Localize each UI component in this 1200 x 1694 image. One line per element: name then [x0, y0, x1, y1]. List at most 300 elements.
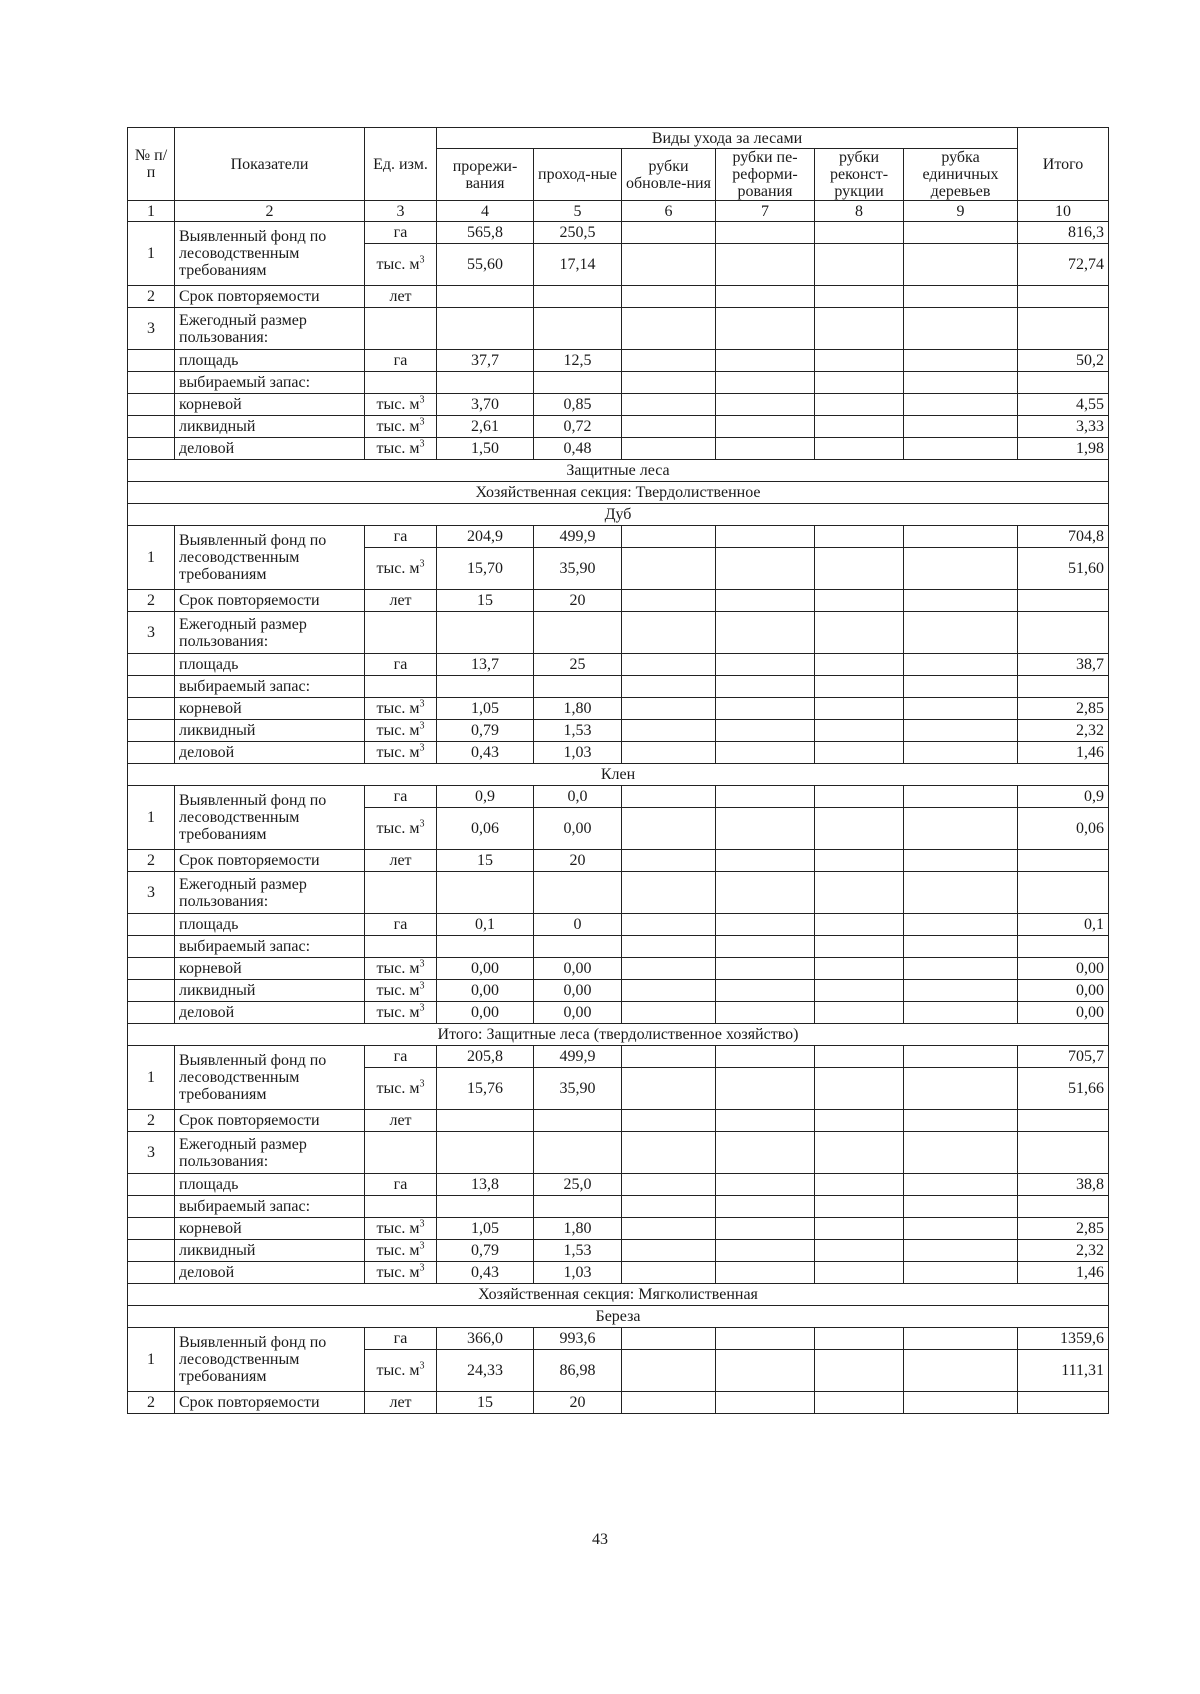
value-passing: [534, 286, 622, 308]
unit-cell: лет: [365, 286, 437, 308]
empty-cell: [716, 1350, 815, 1392]
unit-text: тыс. м: [376, 1362, 420, 1379]
empty-cell: [904, 244, 1018, 286]
section-title: Защитные леса: [128, 460, 1109, 482]
empty-cell: [904, 720, 1018, 742]
empty-cell: [622, 872, 716, 914]
column-number: 10: [1018, 201, 1109, 222]
indicator-cell: площадь: [175, 350, 365, 372]
unit-text: тыс. м: [376, 982, 420, 999]
value-thinning: 13,7: [437, 654, 534, 676]
value-total: 704,8: [1018, 526, 1109, 548]
empty-cell: [622, 286, 716, 308]
value-thinning: 0,43: [437, 1262, 534, 1284]
empty-cell: [716, 698, 815, 720]
empty-cell: [716, 654, 815, 676]
empty-cell: [622, 244, 716, 286]
indicator-cell: Срок повторяемости: [175, 1110, 365, 1132]
indicator-cell: Выявленный фонд по лесоводственным требованиям: [175, 222, 365, 286]
empty-cell: [365, 872, 437, 914]
unit-cell: га: [365, 526, 437, 548]
empty-cell: [716, 286, 815, 308]
section-row: [128, 1024, 1109, 1046]
empty-cell: [622, 1196, 716, 1218]
indicator-cell: корневой: [175, 698, 365, 720]
value-passing: 0,00: [534, 958, 622, 980]
value-total: 72,74: [1018, 244, 1109, 286]
unit-cell: га: [365, 1328, 437, 1350]
value-passing: 993,6: [534, 1328, 622, 1350]
value-row: [128, 438, 1109, 460]
indicator-cell: корневой: [175, 1218, 365, 1240]
unit-sup: 3: [419, 254, 425, 266]
empty-cell: [716, 548, 815, 590]
value-passing: 1,80: [534, 698, 622, 720]
empty-cell: [1018, 676, 1109, 698]
value-total: 1,46: [1018, 1262, 1109, 1284]
indicator-cell: Ежегодный размер пользования:: [175, 612, 365, 654]
value-thinning: 15: [437, 590, 534, 612]
value-thinning: 15,70: [437, 548, 534, 590]
empty-cell: [716, 742, 815, 764]
unit-text: тыс. м: [376, 722, 420, 739]
empty-cell: [716, 1262, 815, 1284]
unit-sup: 3: [419, 1078, 425, 1090]
empty-cell: [904, 548, 1018, 590]
empty-cell: [716, 980, 815, 1002]
empty-cell: [904, 1240, 1018, 1262]
value-total: 0,9: [1018, 786, 1109, 808]
empty-cell: [1018, 372, 1109, 394]
forest-care-table: [127, 127, 1109, 1414]
empty-cell: [437, 676, 534, 698]
empty-cell: [904, 1328, 1018, 1350]
empty-cell: [622, 438, 716, 460]
empty-cell: [622, 222, 716, 244]
empty-cell: [622, 526, 716, 548]
num-cell: [128, 742, 175, 764]
value-thinning: 55,60: [437, 244, 534, 286]
empty-cell: [716, 590, 815, 612]
empty-cell: [622, 1240, 716, 1262]
num-cell: [128, 980, 175, 1002]
value-passing: 1,80: [534, 1218, 622, 1240]
num-cell: 1: [128, 1046, 175, 1110]
value-total: 1,98: [1018, 438, 1109, 460]
value-row: [128, 654, 1109, 676]
value-passing: 499,9: [534, 526, 622, 548]
empty-cell: [716, 872, 815, 914]
value-row: [128, 350, 1109, 372]
empty-cell: [1018, 872, 1109, 914]
num-cell: [128, 372, 175, 394]
empty-cell: [716, 1240, 815, 1262]
empty-cell: [904, 416, 1018, 438]
empty-cell: [622, 958, 716, 980]
empty-cell: [365, 936, 437, 958]
empty-cell: [622, 808, 716, 850]
indicator-cell: деловой: [175, 1002, 365, 1024]
empty-cell: [904, 612, 1018, 654]
unit-cell: га: [365, 222, 437, 244]
empty-cell: [437, 872, 534, 914]
value-passing: 0,48: [534, 438, 622, 460]
empty-cell: [716, 720, 815, 742]
empty-cell: [904, 1196, 1018, 1218]
indicator-cell: деловой: [175, 742, 365, 764]
empty-cell: [904, 936, 1018, 958]
value-passing: 250,5: [534, 222, 622, 244]
page-number: 43: [592, 1531, 608, 1548]
empty-cell: [904, 914, 1018, 936]
empty-cell: [622, 936, 716, 958]
empty-cell: [904, 1350, 1018, 1392]
value-row: [128, 980, 1109, 1002]
empty-cell: [1018, 936, 1109, 958]
column-number: 1: [128, 201, 175, 222]
stock-row: [128, 372, 1109, 394]
value-passing: 0,0: [534, 786, 622, 808]
unit-cell: [365, 438, 437, 460]
num-cell: [128, 416, 175, 438]
header-type-single-trees: рубка единичных деревьев: [904, 149, 1018, 201]
unit-sup: 3: [419, 980, 425, 992]
empty-cell: [815, 244, 904, 286]
unit-text: тыс. м: [376, 1080, 420, 1097]
empty-cell: [437, 936, 534, 958]
unit-cell: [365, 394, 437, 416]
value-total: 2,85: [1018, 1218, 1109, 1240]
indicator-cell: площадь: [175, 654, 365, 676]
empty-cell: [815, 1350, 904, 1392]
empty-cell: [815, 720, 904, 742]
value-passing: 25: [534, 654, 622, 676]
num-cell: 1: [128, 786, 175, 850]
num-cell: [128, 394, 175, 416]
empty-cell: [716, 1328, 815, 1350]
value-total: 38,8: [1018, 1174, 1109, 1196]
empty-cell: [365, 372, 437, 394]
value-total: 0,06: [1018, 808, 1109, 850]
unit-cell: [365, 1002, 437, 1024]
empty-cell: [622, 612, 716, 654]
unit-cell: лет: [365, 850, 437, 872]
unit-text: тыс. м: [376, 396, 420, 413]
empty-cell: [716, 1132, 815, 1174]
empty-cell: [815, 698, 904, 720]
period-row: [128, 850, 1109, 872]
empty-cell: [437, 612, 534, 654]
empty-cell: [716, 808, 815, 850]
value-thinning: 0,00: [437, 980, 534, 1002]
empty-cell: [622, 1392, 716, 1414]
indicator-cell: Выявленный фонд по лесоводственным требованиям: [175, 1046, 365, 1110]
empty-cell: [815, 850, 904, 872]
unit-cell: [365, 1068, 437, 1110]
empty-cell: [815, 1218, 904, 1240]
empty-cell: [815, 1110, 904, 1132]
value-row: [128, 742, 1109, 764]
empty-cell: [437, 1132, 534, 1174]
value-passing: 499,9: [534, 1046, 622, 1068]
column-number: 8: [815, 201, 904, 222]
unit-sup: 3: [419, 958, 425, 970]
unit-text: тыс. м: [376, 700, 420, 717]
column-numbers-row: [128, 201, 1109, 222]
value-thinning: 204,9: [437, 526, 534, 548]
unit-sup: 3: [419, 1262, 425, 1274]
header-type-reconstruction: рубки реконст-рукции: [815, 149, 904, 201]
header-type-renewal: рубки обновле-ния: [622, 149, 716, 201]
empty-cell: [622, 1218, 716, 1240]
empty-cell: [716, 936, 815, 958]
empty-cell: [904, 742, 1018, 764]
header-care-types: Виды ухода за лесами: [437, 128, 1018, 149]
value-thinning: [437, 286, 534, 308]
num-cell: 1: [128, 222, 175, 286]
value-total: 111,31: [1018, 1350, 1109, 1392]
value-thinning: 13,8: [437, 1174, 534, 1196]
empty-cell: [437, 308, 534, 350]
unit-cell: га: [365, 786, 437, 808]
empty-cell: [622, 394, 716, 416]
value-row: [128, 958, 1109, 980]
empty-cell: [904, 1262, 1018, 1284]
num-cell: [128, 698, 175, 720]
empty-cell: [534, 936, 622, 958]
annual-row: [128, 308, 1109, 350]
empty-cell: [365, 676, 437, 698]
unit-cell: га: [365, 350, 437, 372]
empty-cell: [716, 1002, 815, 1024]
empty-cell: [534, 372, 622, 394]
num-cell: [128, 720, 175, 742]
unit-cell: [365, 720, 437, 742]
value-thinning: 3,70: [437, 394, 534, 416]
annual-row: [128, 872, 1109, 914]
value-passing: 0,00: [534, 1002, 622, 1024]
value-thinning: 366,0: [437, 1328, 534, 1350]
empty-cell: [622, 742, 716, 764]
value-thinning: 565,8: [437, 222, 534, 244]
value-passing: 20: [534, 590, 622, 612]
empty-cell: [904, 308, 1018, 350]
value-total: 38,7: [1018, 654, 1109, 676]
empty-cell: [534, 1132, 622, 1174]
empty-cell: [622, 676, 716, 698]
empty-cell: [815, 1068, 904, 1110]
empty-cell: [622, 914, 716, 936]
empty-cell: [622, 416, 716, 438]
empty-cell: [904, 1046, 1018, 1068]
value-passing: 86,98: [534, 1350, 622, 1392]
column-number: 7: [716, 201, 815, 222]
unit-cell: лет: [365, 590, 437, 612]
value-row: [128, 1240, 1109, 1262]
unit-sup: 3: [419, 818, 425, 830]
value-passing: 1,53: [534, 1240, 622, 1262]
empty-cell: [815, 654, 904, 676]
empty-cell: [815, 350, 904, 372]
empty-cell: [815, 1174, 904, 1196]
indicator-cell: выбираемый запас:: [175, 372, 365, 394]
empty-cell: [716, 850, 815, 872]
empty-cell: [622, 372, 716, 394]
empty-cell: [904, 1392, 1018, 1414]
empty-cell: [815, 590, 904, 612]
num-cell: [128, 914, 175, 936]
fund-row: [128, 1328, 1109, 1350]
num-cell: [128, 1174, 175, 1196]
unit-cell: [365, 742, 437, 764]
empty-cell: [815, 286, 904, 308]
unit-text: тыс. м: [376, 440, 420, 457]
num-cell: 3: [128, 308, 175, 350]
unit-cell: [365, 958, 437, 980]
empty-cell: [1018, 1132, 1109, 1174]
value-thinning: 37,7: [437, 350, 534, 372]
empty-cell: [815, 872, 904, 914]
empty-cell: [1018, 1196, 1109, 1218]
empty-cell: [1018, 308, 1109, 350]
indicator-cell: площадь: [175, 914, 365, 936]
section-row: [128, 1306, 1109, 1328]
value-thinning: 1,05: [437, 698, 534, 720]
value-passing: 0,00: [534, 980, 622, 1002]
header-total: Итого: [1018, 128, 1109, 201]
empty-cell: [904, 350, 1018, 372]
period-row: [128, 1392, 1109, 1414]
value-thinning: [437, 1110, 534, 1132]
section-title: Хозяйственная секция: Мягколиственная: [128, 1284, 1109, 1306]
empty-cell: [622, 1002, 716, 1024]
unit-cell: га: [365, 654, 437, 676]
value-passing: 0,85: [534, 394, 622, 416]
value-total: 50,2: [1018, 350, 1109, 372]
empty-cell: [815, 786, 904, 808]
empty-cell: [815, 1046, 904, 1068]
section-title: Итого: Защитные леса (твердолиственное хозяйство): [128, 1024, 1109, 1046]
indicator-cell: ликвидный: [175, 720, 365, 742]
empty-cell: [815, 936, 904, 958]
value-thinning: 0,06: [437, 808, 534, 850]
stock-row: [128, 936, 1109, 958]
empty-cell: [1018, 1110, 1109, 1132]
empty-cell: [365, 1132, 437, 1174]
unit-cell: [365, 1350, 437, 1392]
empty-cell: [716, 350, 815, 372]
section-row: [128, 504, 1109, 526]
value-passing: 1,03: [534, 1262, 622, 1284]
num-cell: 1: [128, 526, 175, 590]
unit-sup: 3: [419, 438, 425, 450]
value-row: [128, 914, 1109, 936]
value-thinning: 1,50: [437, 438, 534, 460]
value-total: 2,85: [1018, 698, 1109, 720]
empty-cell: [815, 222, 904, 244]
indicator-cell: Выявленный фонд по лесоводственным требованиям: [175, 526, 365, 590]
value-total: 816,3: [1018, 222, 1109, 244]
empty-cell: [622, 548, 716, 590]
empty-cell: [622, 1068, 716, 1110]
num-cell: 2: [128, 850, 175, 872]
header-num: № п/п: [128, 128, 175, 201]
unit-text: тыс. м: [376, 1220, 420, 1237]
empty-cell: [622, 1262, 716, 1284]
num-cell: [128, 936, 175, 958]
indicator-cell: ликвидный: [175, 980, 365, 1002]
empty-cell: [622, 980, 716, 1002]
empty-cell: [815, 1002, 904, 1024]
value-total: 4,55: [1018, 394, 1109, 416]
value-row: [128, 698, 1109, 720]
value-total: 0,00: [1018, 1002, 1109, 1024]
value-passing: 35,90: [534, 548, 622, 590]
unit-sup: 3: [419, 416, 425, 428]
indicator-cell: Срок повторяемости: [175, 590, 365, 612]
unit-text: тыс. м: [376, 744, 420, 761]
unit-cell: га: [365, 914, 437, 936]
value-passing: 12,5: [534, 350, 622, 372]
empty-cell: [622, 590, 716, 612]
value-total: 2,32: [1018, 1240, 1109, 1262]
empty-cell: [534, 612, 622, 654]
value-passing: 25,0: [534, 1174, 622, 1196]
empty-cell: [716, 394, 815, 416]
empty-cell: [815, 1132, 904, 1174]
num-cell: 1: [128, 1328, 175, 1392]
empty-cell: [622, 308, 716, 350]
empty-cell: [716, 914, 815, 936]
empty-cell: [1018, 286, 1109, 308]
column-number: 4: [437, 201, 534, 222]
empty-cell: [622, 1328, 716, 1350]
num-cell: [128, 958, 175, 980]
header-indicator: Показатели: [175, 128, 365, 201]
value-passing: 1,53: [534, 720, 622, 742]
value-row: [128, 1262, 1109, 1284]
empty-cell: [815, 612, 904, 654]
indicator-cell: выбираемый запас:: [175, 1196, 365, 1218]
section-row: [128, 460, 1109, 482]
fund-row: [128, 222, 1109, 244]
value-thinning: 0,9: [437, 786, 534, 808]
unit-cell: [365, 244, 437, 286]
empty-cell: [1018, 590, 1109, 612]
value-thinning: 0,79: [437, 1240, 534, 1262]
num-cell: [128, 1002, 175, 1024]
value-passing: 35,90: [534, 1068, 622, 1110]
empty-cell: [534, 1196, 622, 1218]
unit-sup: 3: [419, 1002, 425, 1014]
period-row: [128, 1110, 1109, 1132]
value-row: [128, 1218, 1109, 1240]
num-cell: 3: [128, 612, 175, 654]
empty-cell: [904, 850, 1018, 872]
value-thinning: 15: [437, 1392, 534, 1414]
empty-cell: [716, 786, 815, 808]
section-row: [128, 764, 1109, 786]
empty-cell: [815, 1196, 904, 1218]
empty-cell: [815, 808, 904, 850]
unit-cell: [365, 698, 437, 720]
unit-text: тыс. м: [376, 256, 420, 273]
value-passing: 20: [534, 1392, 622, 1414]
empty-cell: [904, 1068, 1018, 1110]
section-row: [128, 482, 1109, 504]
value-row: [128, 720, 1109, 742]
empty-cell: [622, 1174, 716, 1196]
